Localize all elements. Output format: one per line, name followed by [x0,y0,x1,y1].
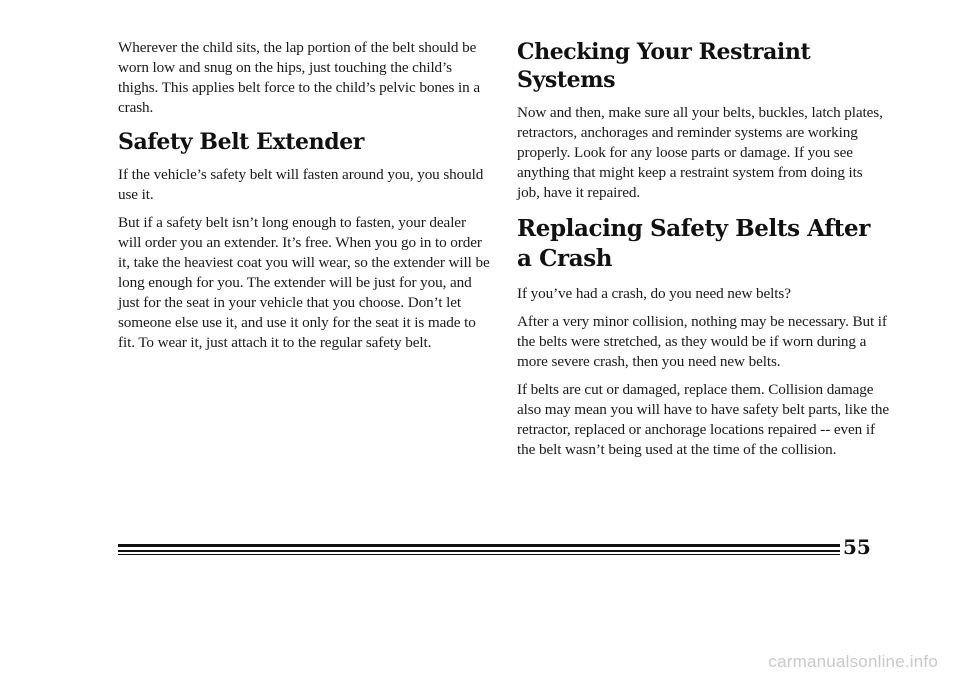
footer-rule-medium [118,550,840,552]
footer-rule-thin [118,554,840,555]
replacing-belts-heading: Replacing Safety Belts After a Crash [517,215,870,272]
extender-paragraph-2: But if a safety belt isn’t long enough to fasten, your dealer will order you an extender. It’s free. When you go in to order it, take the heaviest coat you will wear, so the extender will be long enough for you. The extender will be just for you, and just for the seat in your vehicle that you choose. Don’t let someone else use it, and use it only for the seat it is made to fit. To wear it, just attach it to the regular safety belt. [118,214,490,351]
right-column [517,38,889,468]
left-column [118,38,490,361]
footer-rule-thick [118,544,840,547]
safety-belt-extender-heading: Safety Belt Extender [118,129,364,155]
replacing-paragraph-2: After a very minor collision, nothing may be necessary. But if the belts were stretched, as they would be if worn during a more severe crash, then you need new belts. [517,313,887,370]
replacing-paragraph-3: If belts are cut or damaged, replace them. Collision damage also may mean you will have to have safety belt parts, like the retractor, replaced or anchorage locations repaired -- even if the belt wasn’t being used at the time of the collision. [517,381,890,458]
extender-paragraph-1: If the vehicle’s safety belt will fasten around you, you should use it. [118,166,484,203]
replacing-paragraph-1: If you’ve had a crash, do you need new belts? [517,285,791,302]
intro-paragraph: Wherever the child sits, the lap portion of the belt should be worn low and snug on the hips, just touching the child’s thighs. This applies belt force to the child’s pelvic bones in a crash. [118,39,480,116]
watermark-text: carmanualsonline.info [768,652,938,671]
checking-paragraph-1: Now and then, make sure all your belts, buckles, latch plates, retractors, anchorages and reminder systems are working properly. Look for any loose parts or damage. If you see anything that might keep a restraint system from doing its job, have it repaired. [517,104,883,201]
checking-restraint-heading: Checking Your Restraint Systems [517,39,811,93]
page-number: 55 [843,535,871,559]
